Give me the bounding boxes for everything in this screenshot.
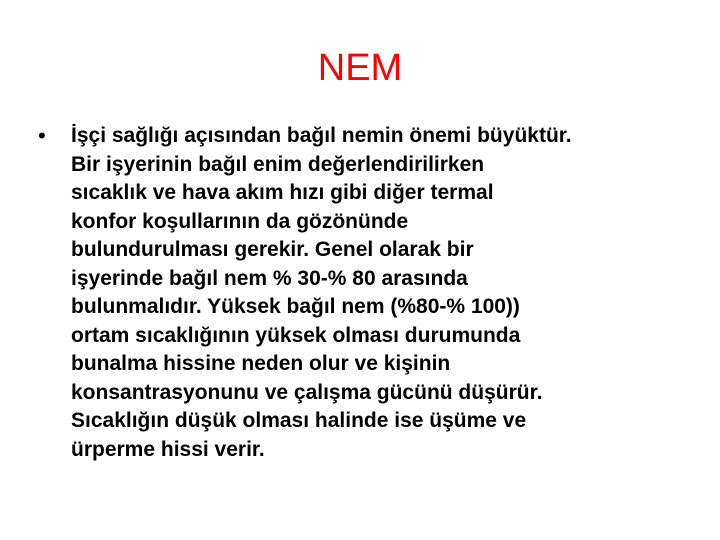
slide-title: NEM [317,47,403,89]
bullet-list [38,122,698,464]
bullet-dot-icon: • [38,123,46,148]
bullet-item [38,122,698,464]
bullet-text: İşçi sağlığı açısından bağıl nemin önemi büyüktür. Bir işyerinin bağıl enim değerlendirilirken sıcaklık ve hava akım hızı gibi diğer termal konfor koşullarının da gözönünde bulundurulması gerekir. Genel olarak bir işyerinde bağıl nem % 30-% 80 arasında bulunmalıdır. Yüksek bağıl nem (%80-% 100)) ortam sıcaklığının yüksek olması durumunda bunalma hissine neden olur ve kişinin konsantrasyonunu ve çalışma gücünü düşürür. Sıcaklığın düşük olması halinde ise üşüme ve ürperme hissi verir. [71,124,572,461]
